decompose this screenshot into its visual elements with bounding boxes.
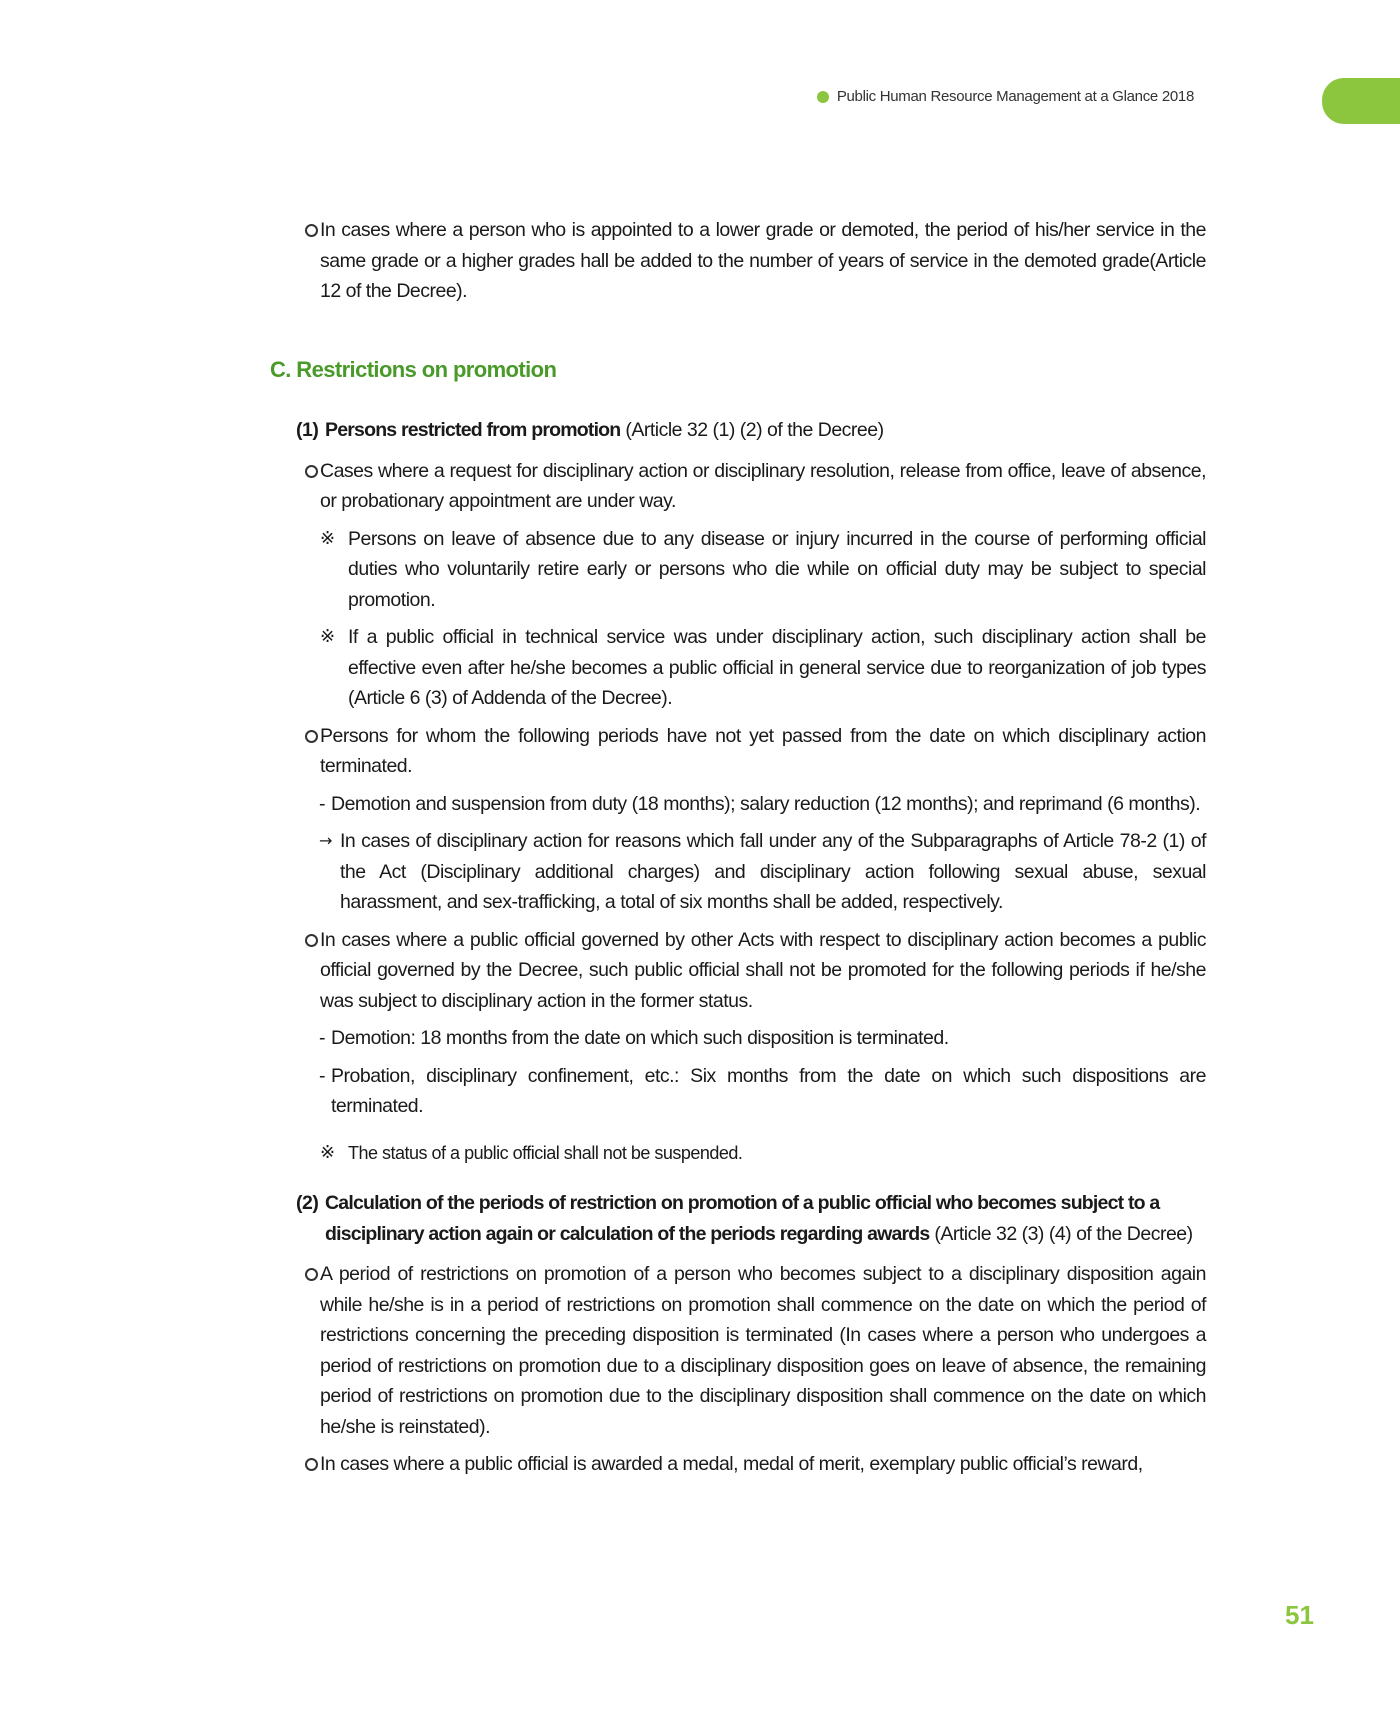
- note-text: The status of a public official shall not be suspended.: [348, 1142, 743, 1163]
- dash-item: [270, 789, 1206, 820]
- circle-bullet-icon: [305, 224, 318, 237]
- paragraph-text: In cases where a public official governed by other Acts with respect to disciplinary action becomes a public official governed by the Decree, such public official shall not be promoted for the following periods if he/she was subject to disciplinary action in the former status.: [320, 928, 1206, 1012]
- dash-item-text: Demotion and suspension from duty (18 months); salary reduction (12 months); and reprimand (6 months).: [331, 792, 1201, 815]
- header-bullet-dot: [817, 91, 829, 103]
- note-text: Persons on leave of absence due to any disease or injury incurred in the course of performing official duties who voluntarily retire early or persons who die while on official duty may be subject to special promotion.: [348, 527, 1206, 611]
- page-number: 51: [1285, 1600, 1314, 1630]
- subsection-number: (1): [296, 419, 319, 441]
- bullet-paragraph: [270, 721, 1206, 782]
- subsection-heading: [270, 415, 1206, 446]
- reference-mark-icon: ※: [320, 626, 335, 647]
- bullet-paragraph: [270, 925, 1206, 1017]
- bullet-paragraph: [270, 456, 1206, 517]
- dash-mark: -: [319, 1027, 325, 1049]
- arrow-item: [270, 826, 1206, 918]
- note-paragraph: [270, 524, 1206, 616]
- paragraph-text: In cases where a public official is awarded a medal, medal of merit, exemplary public official’s reward,: [320, 1453, 1143, 1475]
- subsection-reference: (Article 32 (1) (2) of the Decree): [620, 419, 884, 441]
- dash-mark: -: [319, 792, 325, 815]
- chapter-tab: [1322, 78, 1400, 124]
- note-text: If a public official in technical service was under disciplinary action, such disciplinary action shall be effective even after he/she becomes a public official in general service due to reorganization of job types (Article 6 (3) of Addenda of the Decree).: [348, 626, 1206, 709]
- paragraph-text: In cases where a person who is appointed to a lower grade or demoted, the period of his/her service in the same grade or a higher grades hall be added to the number of years of service in the demoted grade(Article 12 of the Decree).: [320, 219, 1206, 302]
- dash-item-text: Demotion: 18 months from the date on which such disposition is terminated.: [331, 1027, 949, 1049]
- subsection-title: Calculation of the periods of restriction on promotion of a public official who becomes subject to a disciplinary action again or calculation of the periods regarding awards: [325, 1192, 1160, 1245]
- subsection-title: Persons restricted from promotion: [325, 419, 621, 441]
- paragraph-text: Persons for whom the following periods have not yet passed from the date on which disciplinary action terminated.: [320, 724, 1206, 777]
- circle-bullet-icon: [305, 1268, 318, 1281]
- arrow-icon: →: [319, 831, 332, 850]
- section-heading: C. Restrictions on promotion: [270, 356, 557, 382]
- paragraph-text: A period of restrictions on promotion of a person who becomes subject to a disciplinary disposition again while he/she is in a period of restrictions on promotion shall commence on the date on which the period of restrictions concerning the preceding disposition is terminated (In cases where a person who undergoes a period of restrictions on promotion due to a disciplinary disposition goes on leave of absence, the remaining period of restrictions on promotion due to the disciplinary disposition shall commence on the date on which he/she is reinstated).: [320, 1263, 1206, 1438]
- dash-item-text: Probation, disciplinary confinement, etc.: Six months from the date on which such dispositions are terminated.: [331, 1064, 1206, 1117]
- reference-mark-icon: ※: [320, 527, 335, 549]
- reference-mark-icon: ※: [320, 1141, 335, 1163]
- dash-item: [270, 1061, 1206, 1122]
- subsection-heading: [270, 1188, 1206, 1249]
- dash-item: [270, 1023, 1206, 1054]
- circle-bullet-icon: [305, 730, 318, 743]
- bullet-paragraph: [270, 215, 1206, 307]
- note-paragraph: [270, 1138, 1206, 1169]
- dash-mark: -: [319, 1064, 325, 1087]
- paragraph-text: Cases where a request for disciplinary action or disciplinary resolution, release from office, leave of absence, or probationary appointment are under way.: [320, 459, 1206, 512]
- page-content: [270, 215, 1206, 1487]
- arrow-item-text: In cases of disciplinary action for reasons which fall under any of the Subparagraphs of Article 78-2 (1) of the Act (Disciplinary additional charges) and disciplinary action following sexual abuse, sexual harassment, and sex-trafficking, a total of six months shall be added, respectively.: [340, 830, 1206, 913]
- subsection-reference: (Article 32 (3) (4) of the Decree): [929, 1222, 1193, 1245]
- circle-bullet-icon: [305, 934, 318, 947]
- subsection-number: (2): [296, 1192, 319, 1214]
- note-paragraph: [270, 622, 1206, 714]
- bullet-paragraph: [270, 1449, 1206, 1480]
- circle-bullet-icon: [305, 465, 318, 478]
- running-header: [817, 88, 1194, 105]
- circle-bullet-icon: [305, 1458, 318, 1471]
- bullet-paragraph: [270, 1259, 1206, 1442]
- header-title: Public Human Resource Management at a Glance 2018: [836, 88, 1194, 105]
